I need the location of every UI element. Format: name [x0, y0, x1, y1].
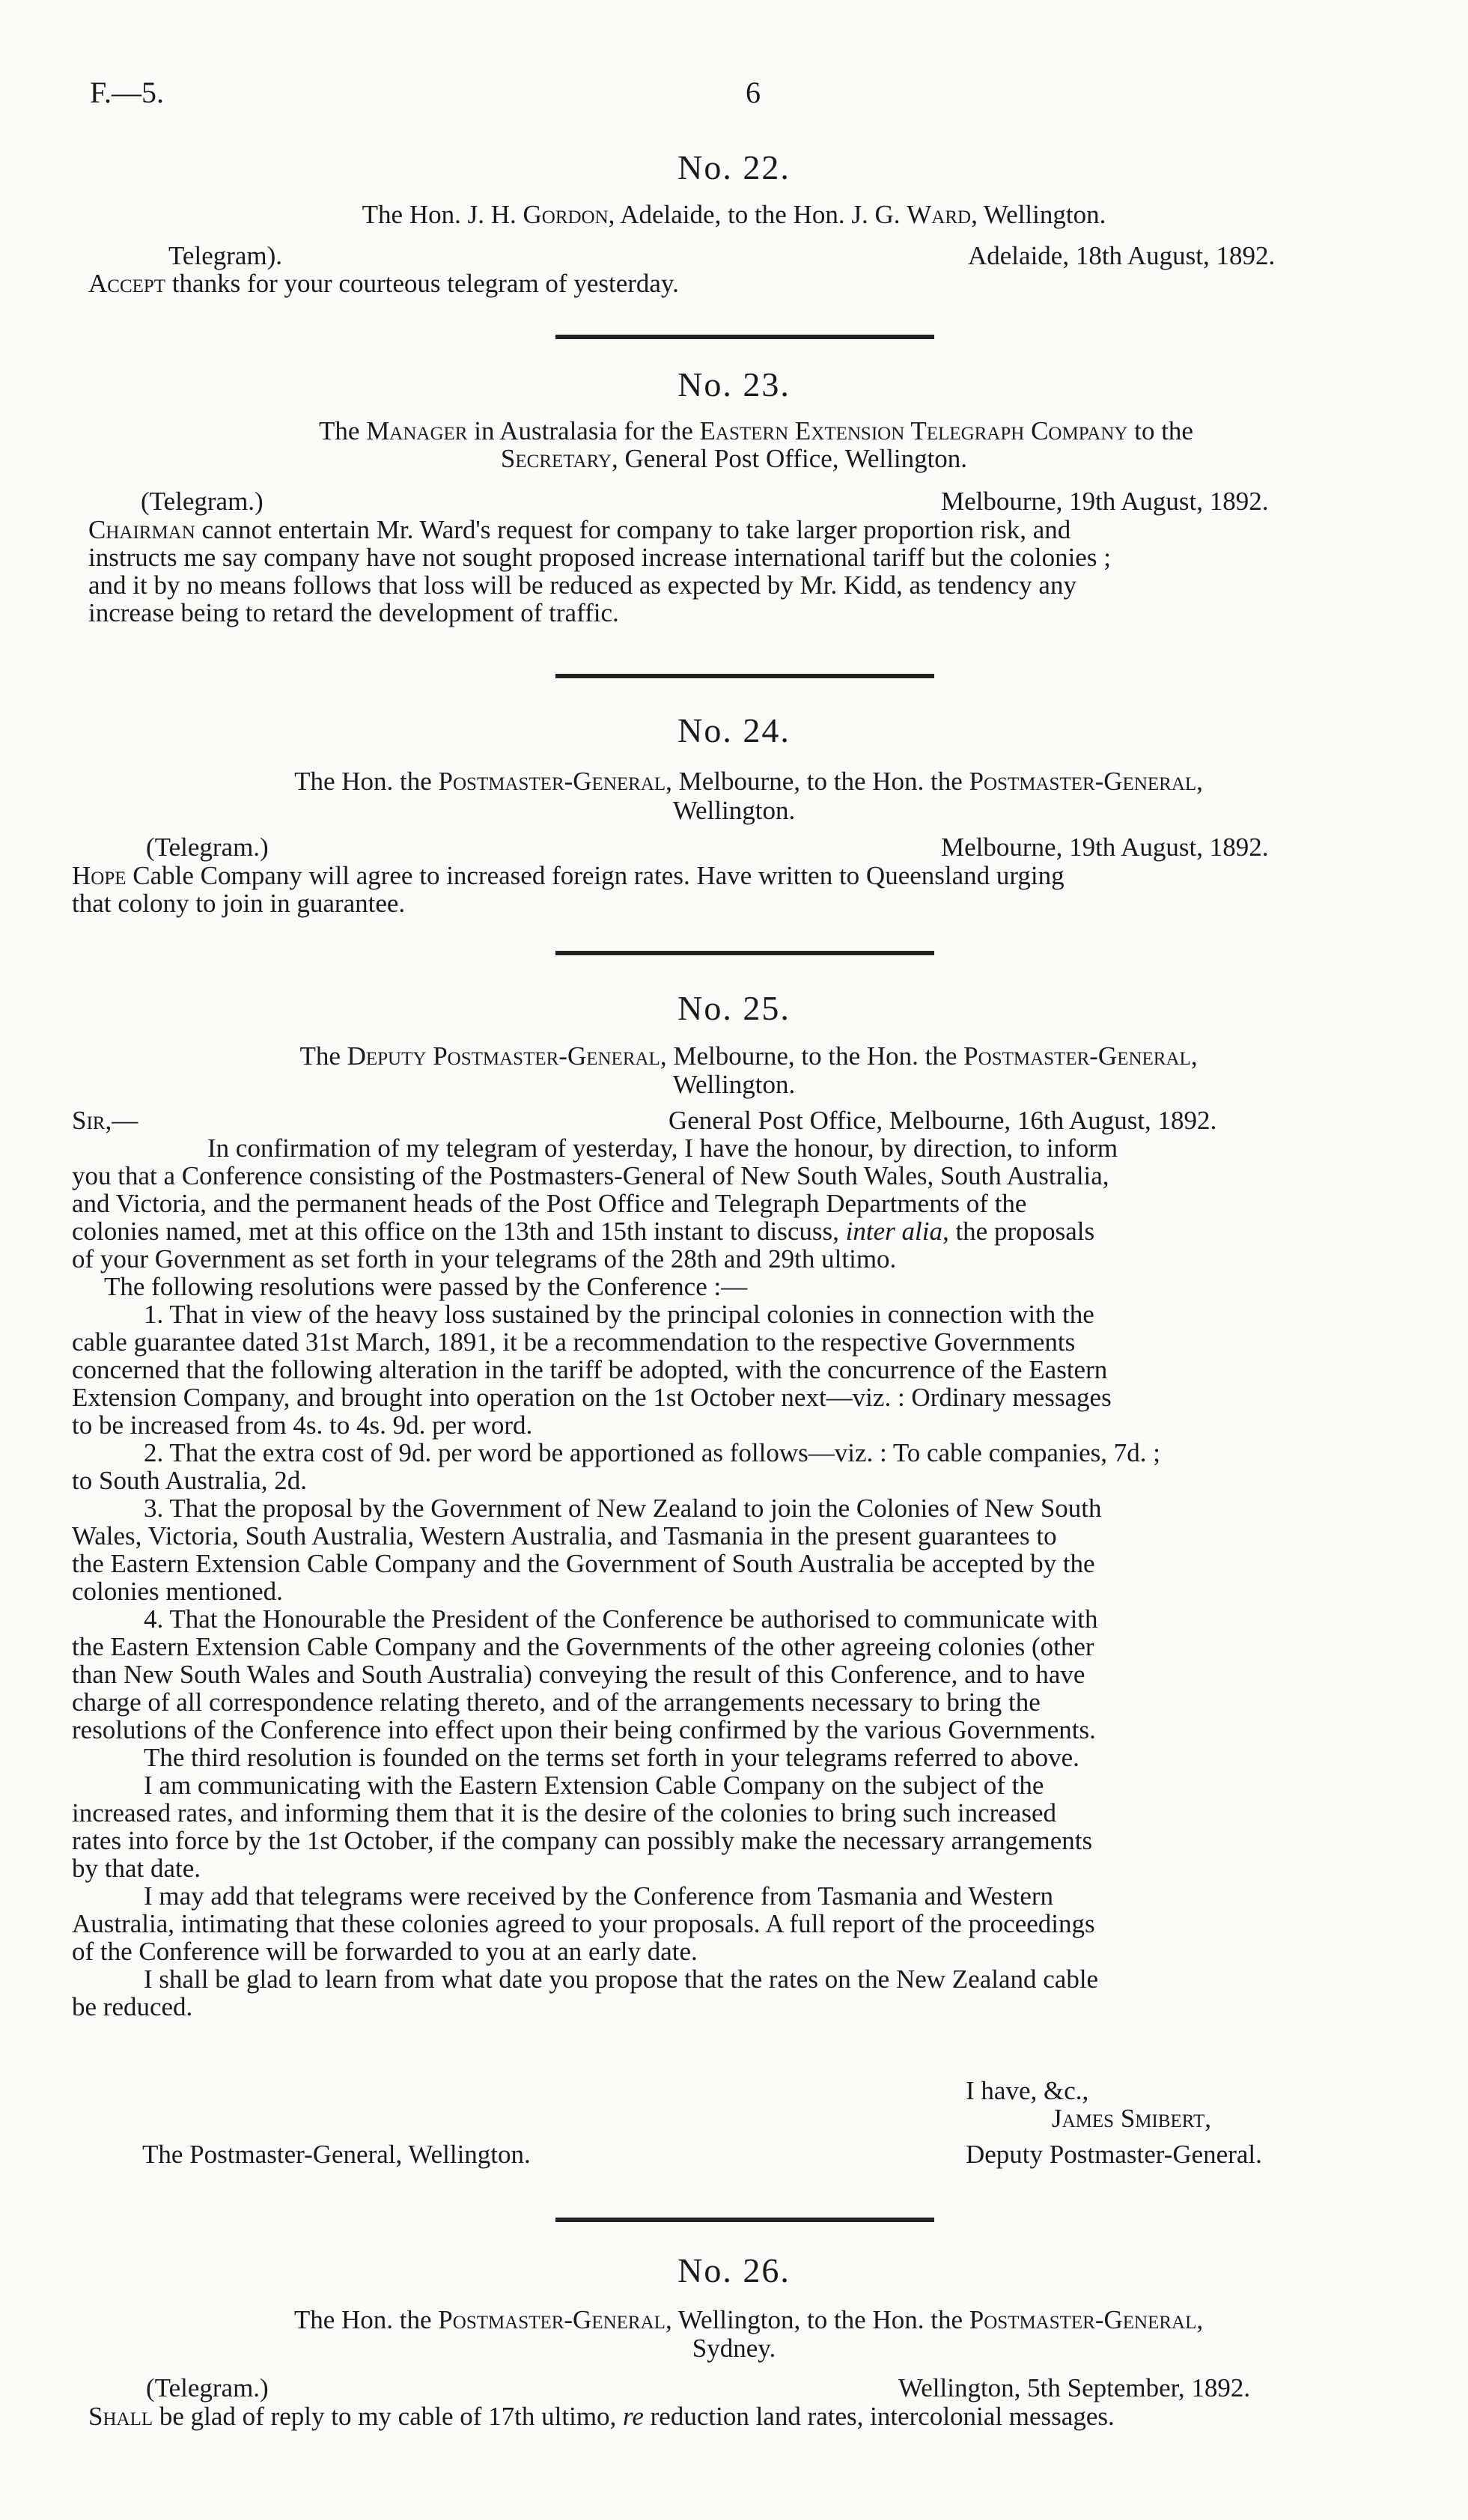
separator-rule: [555, 335, 934, 339]
letter-26-from: The Hon. the Postmaster-General, Wellington, to the Hon. the Postmaster-General,: [293, 2305, 1204, 2334]
letter-24-number: No. 24.: [677, 711, 791, 749]
letter-25-signature: James Smibert,: [1052, 2104, 1211, 2133]
letter-23-from: The Manager in Australasia for the Eastern Extension Telegraph Company to the: [319, 416, 1193, 445]
letter-25-from: The Deputy Postmaster-General, Melbourne, to the Hon. the Postmaster-General,: [299, 1041, 1198, 1071]
letter-23-medium: (Telegram.): [141, 487, 264, 516]
letter-24-medium: (Telegram.): [146, 833, 269, 862]
separator-rule: [555, 674, 934, 678]
letter-26-body: Shall be glad of reply to my cable of 17th ultimo, re reduction land rates, intercolonial messages.: [88, 2402, 1115, 2431]
letter-25-from-cont: Wellington.: [672, 1070, 796, 1099]
letter-26-medium: (Telegram.): [146, 2373, 269, 2402]
letter-26-number: No. 26.: [677, 2251, 791, 2289]
letter-26-from-cont: Sydney.: [692, 2334, 776, 2363]
page-number: 6: [746, 76, 761, 109]
letter-23-number: No. 23.: [677, 365, 791, 404]
letter-23-from-cont: Secretary, General Post Office, Wellington.: [500, 444, 968, 473]
letter-25-place-date: General Post Office, Melbourne, 16th August, 1892.: [668, 1106, 1217, 1135]
letter-23-place-date: Melbourne, 19th August, 1892.: [941, 487, 1269, 516]
letter-22-from: The Hon. J. H. Gordon, Adelaide, to the Hon. J. G. Ward, Wellington.: [362, 200, 1106, 229]
letter-25-salutation: Sir,—: [72, 1106, 138, 1135]
letter-25-closing: I have, &c.,: [966, 2076, 1089, 2105]
letter-25-addressee: The Postmaster-General, Wellington.: [142, 2140, 531, 2169]
letter-24-place-date: Melbourne, 19th August, 1892.: [941, 833, 1269, 862]
letter-24-from-cont: Wellington.: [672, 796, 796, 825]
letter-25-body: In confirmation of my telegram of yesterday, I have the honour, by direction, to inform you that a Conference consisting of the Postmasters-General of New South Wales, South Australia, and Victoria, and the permanent heads of the Post Office and Telegraph Departments of the colonies named, met at this office on the 13th and 15th instant to discuss, inter alia, the proposals of your Government as set forth in your telegrams of the 28th and 29th ultimo. The following resolutions were passed by the Conference :— 1. That in view of the heavy loss sustained by the principal colonies in connection with the cable guarantee dated 31st March, 1891, it be a recommendation to the respective Governments concerned that the following alteration in the tariff be adopted, with the concurrence of the Eastern Extension Company, and brought into operation on the 1st October next—viz. : Ordinary messages to be increased from 4s. to 4s. 9d. per word. 2. That the extra cost of 9d. per word be apportioned as follows—viz. : To cable companies, 7d. ; to South Australia, 2d. 3. That the proposal by the Government of New Zealand to join the Colonies of New South Wales, Victoria, South Australia, Western Australia, and Tasmania in the present guarantees to the Eastern Extension Cable Company and the Government of South Australia be accepted by the colonies mentioned. 4. That the Honourable the President of the Conference be authorised to communicate with the Eastern Extension Cable Company and the Governments of the other agreeing colonies (other than New South Wales and South Australia) conveying the result of this Conference, and to have charge of all correspondence relating thereto, and of the arrangements necessary to bring the resolutions of the Conference into effect upon their being confirmed by the various Governments. The third resolution is founded on the terms set forth in your telegrams referred to above. I am communicating with the Eastern Extension Cable Company on the subject of the increased rates, and informing them that it is the desire of the colonies to bring such increased rates into force by the 1st October, if the company can possibly make the necessary arrangements by that date. I may add that telegrams were received by the Conference from Tasmania and Western Australia, intimating that these colonies agreed to your proposals. A full report of the proceedings of the Conference will be forwarded to you at an early date. I shall be glad to learn from what date you propose that the rates on the New Zealand cable be reduced.: [72, 1133, 1160, 2021]
letter-24-from: The Hon. the Postmaster-General, Melbourne, to the Hon. the Postmaster-General,: [294, 767, 1203, 796]
letter-26-place-date: Wellington, 5th September, 1892.: [898, 2373, 1251, 2402]
separator-rule: [555, 2218, 934, 2222]
separator-rule: [555, 951, 934, 955]
letter-22-number: No. 22.: [677, 148, 791, 186]
letter-25-number: No. 25.: [677, 989, 791, 1027]
letter-25-sign-title: Deputy Postmaster-General.: [966, 2140, 1262, 2169]
letter-22-medium: Telegram).: [168, 241, 283, 270]
letter-22-body: Accept thanks for your courteous telegram of yesterday.: [88, 269, 679, 298]
letter-22-place-date: Adelaide, 18th August, 1892.: [968, 241, 1276, 270]
page-ref: F.—5.: [90, 76, 165, 109]
letter-24-body: Hope Cable Company will agree to increased foreign rates. Have written to Queensland urging that colony to join in guarantee.: [72, 861, 1065, 918]
letter-23-body: Chairman cannot entertain Mr. Ward's request for company to take larger proportion risk, and instructs me say company have not sought proposed increase international tariff but the colonies ; and it by no means follows that loss will be reduced as expected by Mr. Kidd, as tendency any increase being to retard the development of traffic.: [88, 515, 1111, 627]
